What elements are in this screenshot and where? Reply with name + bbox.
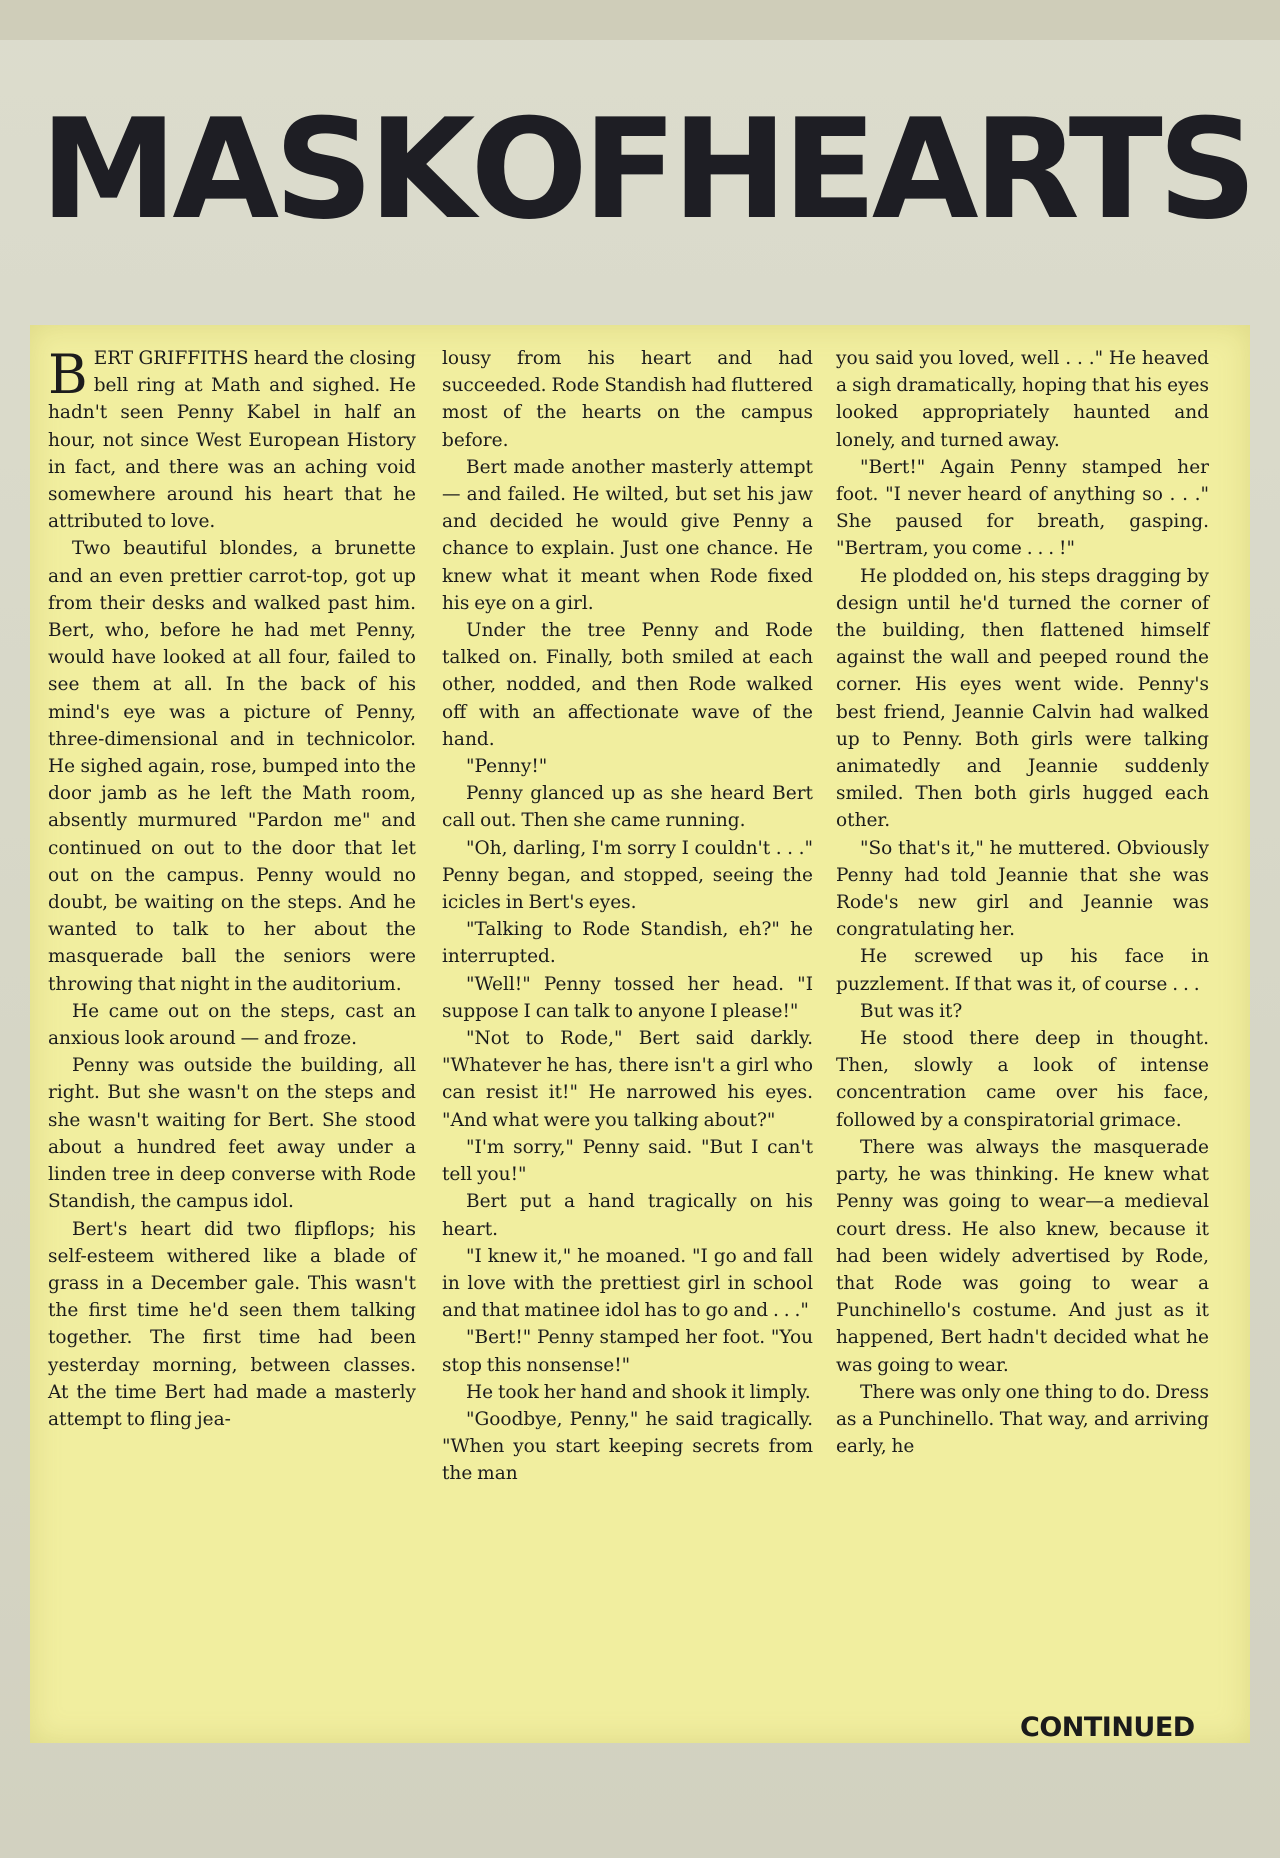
paragraph: Under the tree Penny and Rode talked on. Finally, both smiled at each other, nodded, and then Rode walked off with an affectionate wave of the hand. bbox=[442, 620, 813, 750]
drop-cap: B bbox=[48, 343, 88, 406]
page-top-margin bbox=[0, 0, 1280, 40]
paragraph: "Not to Rode," Bert said darkly. "Whatever he has, there isn't a girl who can resist it!" He narrowed his eyes. "And what were you talking about?" bbox=[442, 1028, 813, 1131]
paragraph: "I knew it," he moaned. "I go and fall in love with the prettiest girl in school and that matinee idol has to go and . . ." bbox=[442, 1245, 813, 1322]
paragraph: He stood there deep in thought. Then, slowly a look of intense concentration came over his face, followed by a conspiratorial grimace. bbox=[836, 1028, 1209, 1131]
paragraph: He screwed up his face in puzzlement. If that was it, of course . . . bbox=[836, 946, 1209, 995]
paragraph: Penny was outside the building, all right. But she wasn't on the steps and she wasn't waiting for Bert. She stood about a hundred feet away under a linden tree in deep converse with Rode Standish, the campus idol. bbox=[48, 1055, 416, 1213]
paragraph: He took her hand and shook it limply. bbox=[466, 1381, 811, 1403]
paragraph: Bert put a hand tragically on his heart. bbox=[442, 1191, 813, 1240]
paragraph: He came out on the steps, cast an anxious look around — and froze. bbox=[48, 1000, 416, 1050]
paragraph: But was it? bbox=[860, 1000, 963, 1022]
paragraph: "Oh, darling, I'm sorry I couldn't . . ." Penny began, and stopped, seeing the icicles in Bert's eyes. bbox=[442, 837, 813, 914]
paragraph: "Well!" Penny tossed her head. "I suppose I can talk to anyone I please!" bbox=[442, 973, 813, 1022]
title-word-of: OF bbox=[470, 89, 673, 250]
paragraph: "Bert!" Again Penny stamped her foot. "I never heard of anything so . . ." She paused for breath, gasping. "Bertram, you come . . . !" bbox=[836, 456, 1209, 560]
title-word-hearts: HEARTS bbox=[672, 89, 1253, 250]
text-column-2 bbox=[442, 345, 813, 1488]
paragraph-text: ERT GRIFFITHS heard the closing bell ring at Math and sighed. He hadn't seen Penny Kabel in half an hour, not since West European History in fact, and there was an aching void somewhere around his heart that he attributed to love. bbox=[48, 348, 416, 533]
paragraph: There was only one thing to do. Dress as a Punchinello. That way, and arriving early, he bbox=[836, 1381, 1209, 1458]
paragraph: Penny glanced up as she heard Bert call out. Then she came running. bbox=[442, 783, 813, 832]
paragraph-continuation: lousy from his heart and had succeeded. Rode Standish had fluttered most of the hearts on the campus before. bbox=[442, 348, 813, 451]
paragraph: "Goodbye, Penny," he said tragically. "When you start keeping secrets from the man bbox=[442, 1408, 813, 1485]
paragraph: Bert made another masterly attempt — and failed. He wilted, but set his jaw and decided he would give Penny a chance to explain. Just one chance. He knew what it meant when Rode fixed his eye on a girl. bbox=[442, 456, 813, 614]
text-column-3 bbox=[836, 345, 1209, 1460]
continued-label: CONTINUED bbox=[1020, 1712, 1195, 1743]
paragraph bbox=[48, 345, 416, 535]
paragraph: "Penny!" bbox=[466, 756, 548, 778]
paragraph: "Bert!" Penny stamped her foot. "You stop this nonsense!" bbox=[442, 1327, 813, 1376]
text-column-1 bbox=[48, 345, 416, 1433]
paragraph: "I'm sorry," Penny said. "But I can't tell you!" bbox=[442, 1136, 813, 1186]
title-word-mask: MASK bbox=[40, 89, 471, 250]
paragraph: There was always the masquerade party, he was thinking. He knew what Penny was going to wear—a medieval court dress. He also knew, because it had been widely advertised by Rode, that Rode was going to wear a Punchinello's costume. And just as it happened, Bert hadn't decided what he was going to wear. bbox=[836, 1136, 1209, 1376]
paragraph: Two beautiful blondes, a brunette and an even prettier carrot-top, got up from their desks and walked past him. Bert, who, before he had met Penny, would have looked at all four, failed to see them at all. In the back of his mind's eye was a picture of Penny, three-dimensional and in technicolor. He sighed again, rose, bumped into the door jamb as he left the Math room, absently murmured "Pardon me" and continued on out to the door that let out on the campus. Penny would no doubt, be waiting on the steps. And he wanted to talk to her about the masquerade ball the seniors were throwing that night in the auditorium. bbox=[48, 538, 416, 995]
paragraph: "So that's it," he muttered. Obviously Penny had told Jeannie that she was Rode's new girl and Jeannie was congratulating her. bbox=[836, 837, 1209, 941]
paragraph: "Talking to Rode Standish, eh?" he interrupted. bbox=[442, 919, 813, 968]
paragraph: He plodded on, his steps dragging by design until he'd turned the corner of the building, then flattened himself against the wall and peeped round the corner. His eyes went wide. Penny's best friend, Jeannie Calvin had walked up to Penny. Both girls were talking animatedly and Jeannie suddenly smiled. Then both girls hugged each other. bbox=[836, 565, 1209, 832]
paragraph: Bert's heart did two flipflops; his self-esteem withered like a blade of grass in a December gale. This wasn't the first time he'd seen them talking together. The first time had been yesterday morning, between classes. At the time Bert had made a masterly attempt to fling jea- bbox=[48, 1218, 416, 1430]
paragraph-continuation: you said you loved, well . . ." He heaved a sigh dramatically, hoping that his eyes looked appropriately haunted and lonely, and turned away. bbox=[836, 348, 1209, 451]
story-title bbox=[40, 89, 1253, 250]
